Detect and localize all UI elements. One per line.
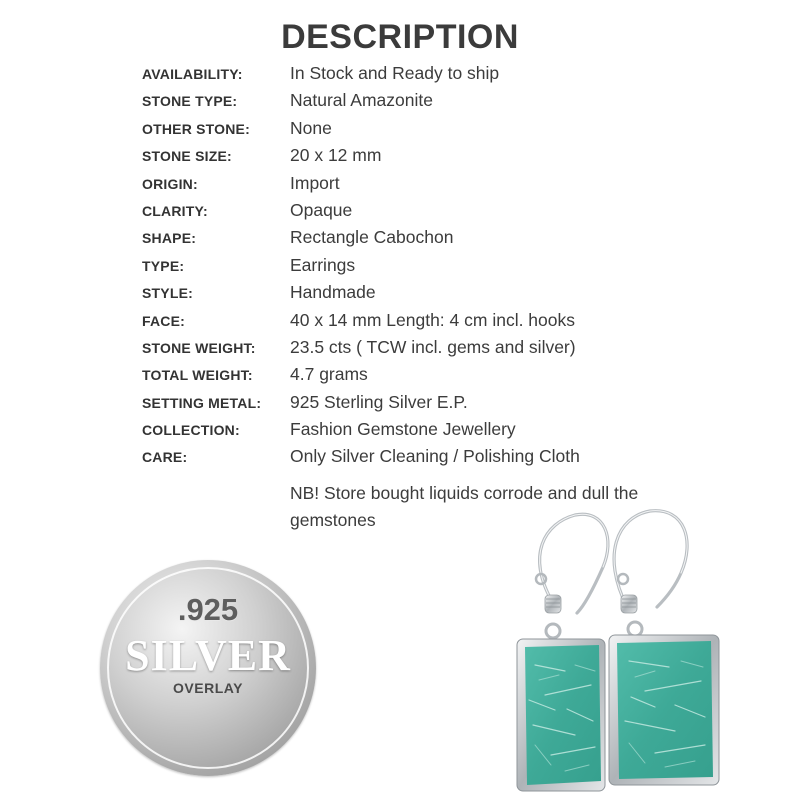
- spec-list: [142, 63, 702, 474]
- spec-label: STONE SIZE:: [142, 148, 232, 165]
- spec-value: Earrings: [290, 254, 356, 275]
- spec-value: 20 x 12 mm: [290, 145, 382, 166]
- spec-label: ORIGIN:: [142, 175, 198, 192]
- spec-label: SHAPE:: [142, 230, 197, 247]
- silver-overlay-badge: [100, 560, 316, 776]
- page-title: DESCRIPTION: [281, 18, 519, 56]
- spec-value: Only Silver Cleaning / Polishing Cloth: [290, 446, 580, 467]
- spec-row: [142, 364, 702, 391]
- right-amazonite-stone: [609, 635, 719, 785]
- badge-purity: .925: [177, 592, 239, 627]
- spec-label: CLARITY:: [142, 202, 208, 219]
- left-earring-hook: [536, 514, 608, 638]
- spec-row: [142, 392, 702, 419]
- spec-row: [142, 310, 702, 337]
- spec-label: STYLE:: [142, 285, 193, 302]
- spec-row: [142, 446, 702, 473]
- left-amazonite-stone: [517, 639, 605, 791]
- spec-label: SETTING METAL:: [142, 394, 262, 411]
- spec-row: [142, 118, 702, 145]
- spec-label: FACE:: [142, 312, 185, 329]
- spec-row: [142, 255, 702, 282]
- spec-value: Opaque: [290, 199, 353, 220]
- spec-value: None: [290, 117, 332, 138]
- spec-label: STONE WEIGHT:: [142, 339, 256, 356]
- spec-value: 23.5 cts ( TCW incl. gems and silver): [290, 336, 576, 357]
- care-note: NB! Store bought liquids corrode and dull the gemstones: [290, 483, 639, 530]
- spec-row: [142, 282, 702, 309]
- spec-value: In Stock and Ready to ship: [290, 63, 500, 83]
- spec-label: AVAILABILITY:: [142, 66, 243, 82]
- spec-value: Fashion Gemstone Jewellery: [290, 419, 516, 440]
- spec-label: COLLECTION:: [142, 422, 240, 439]
- spec-row: [142, 90, 702, 117]
- spec-value: Import: [290, 172, 340, 193]
- spec-label: TYPE:: [142, 257, 185, 274]
- spec-value: 40 x 14 mm Length: 4 cm incl. hooks: [290, 309, 575, 330]
- spec-row: [142, 200, 702, 227]
- spec-row: [142, 145, 702, 172]
- spec-value: 4.7 grams: [290, 364, 368, 385]
- spec-value: Handmade: [290, 282, 376, 303]
- spec-row: [142, 337, 702, 364]
- spec-value: 925 Sterling Silver E.P.: [290, 391, 468, 412]
- spec-label: OTHER STONE:: [142, 120, 250, 137]
- spec-row: [142, 173, 702, 200]
- spec-value: Rectangle Cabochon: [290, 227, 454, 248]
- spec-row: [142, 227, 702, 254]
- spec-row: [142, 419, 702, 446]
- spec-label: STONE TYPE:: [142, 93, 238, 110]
- spec-label: TOTAL WEIGHT:: [142, 367, 253, 384]
- spec-value: Natural Amazonite: [290, 90, 433, 111]
- right-earring-hook: [614, 511, 687, 636]
- earrings-image: [505, 495, 740, 795]
- spec-label: CARE:: [142, 449, 188, 466]
- spec-row: [142, 63, 702, 90]
- badge-overlay-text: OVERLAY: [173, 680, 243, 696]
- badge-silver-text: SILVER: [125, 631, 291, 680]
